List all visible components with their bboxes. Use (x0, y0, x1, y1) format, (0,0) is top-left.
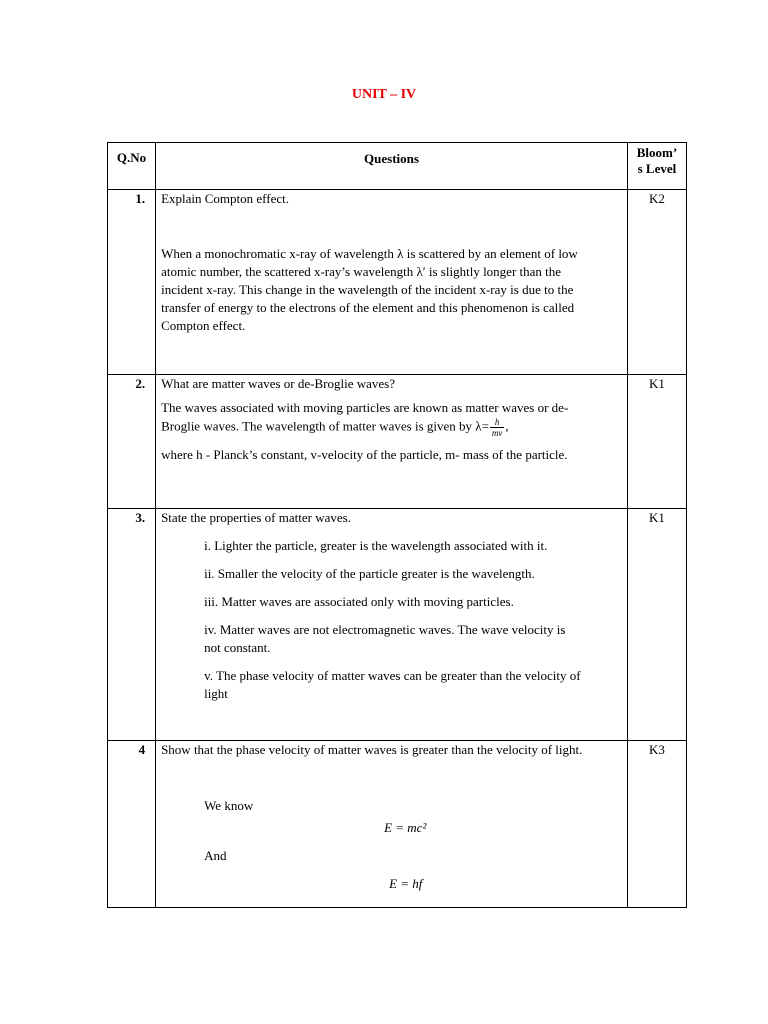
derivation-text: We know (204, 798, 254, 813)
question-number: 2. (108, 375, 156, 509)
answer-text (161, 399, 623, 464)
answer-line-with-formula (161, 417, 623, 438)
answer-line: When a monochromatic x-ray of wavelength λ is scattered by an element of low (161, 246, 578, 261)
blooms-level-cell: K1 (627, 509, 686, 741)
list-item-line: iv. Matter waves are not electromagnetic waves. The wave velocity is (204, 622, 566, 637)
answer-line: The waves associated with moving particles are known as matter waves or de- (161, 400, 569, 415)
list-item-line: light (204, 686, 228, 701)
equation-energy-frequency: E = hf (389, 876, 423, 891)
header-questions: Questions (156, 143, 628, 190)
list-item-line: not constant. (204, 640, 271, 655)
answer-line-suffix: , (505, 418, 509, 434)
answer-line: Compton effect. (161, 318, 246, 333)
wavelength-formula (490, 417, 505, 438)
answer-line: incident x-ray. This change in the wavelength of the incident x-ray is due to the (161, 282, 574, 297)
table-row (108, 741, 687, 908)
formula-numerator: h (490, 417, 505, 428)
list-item-line: v. The phase velocity of matter waves can be greater than the velocity of (204, 668, 581, 683)
answer-text (161, 245, 623, 335)
question-cell (156, 375, 628, 509)
answer-line: transfer of energy to the electrons of the element and this phenomenon is called (161, 300, 575, 315)
answer-line: atomic number, the scattered x-ray’s wavelength λ′ is slightly longer than the (161, 264, 562, 279)
question-text: State the properties of matter waves. (161, 510, 351, 525)
blooms-level-cell: K2 (627, 190, 686, 375)
table-header-row (108, 143, 687, 190)
table-row (108, 190, 687, 375)
derivation-text: And (204, 848, 227, 863)
list-item: i. Lighter the particle, greater is the wavelength associated with it. (204, 538, 548, 553)
question-text: Show that the phase velocity of matter waves is greater than the velocity of light. (161, 742, 583, 757)
formula-denominator: mv (491, 428, 503, 438)
blooms-level-cell: K1 (627, 375, 686, 509)
header-blooms-level (627, 143, 686, 190)
table-row (108, 509, 687, 741)
question-number: 1. (108, 190, 156, 375)
header-blooms-line2: s Level (637, 161, 677, 176)
blooms-level-cell: K3 (627, 741, 686, 908)
answer-line-prefix: Broglie waves. The wavelength of matter waves is given by λ= (161, 418, 489, 434)
question-number: 4 (108, 741, 156, 908)
question-text: What are matter waves or de-Broglie waves? (161, 376, 395, 391)
table-row (108, 375, 687, 509)
question-text: Explain Compton effect. (161, 191, 290, 206)
answer-line: where h - Planck’s constant, v-velocity of the particle, m- mass of the particle. (161, 447, 568, 462)
list-item: iii. Matter waves are associated only with moving particles. (204, 594, 514, 609)
properties-list (161, 537, 623, 703)
question-number: 3. (108, 509, 156, 741)
question-cell (156, 509, 628, 741)
header-qno: Q.No (108, 143, 156, 190)
question-cell (156, 190, 628, 375)
question-cell (156, 741, 628, 908)
equation-energy-mass: E = mc² (384, 820, 427, 835)
list-item: ii. Smaller the velocity of the particle greater is the wavelength. (204, 566, 535, 581)
header-blooms-line1: Bloom’ (636, 145, 678, 160)
questions-table (107, 142, 687, 908)
page-title: UNIT – IV (351, 87, 417, 102)
derivation (161, 797, 623, 893)
